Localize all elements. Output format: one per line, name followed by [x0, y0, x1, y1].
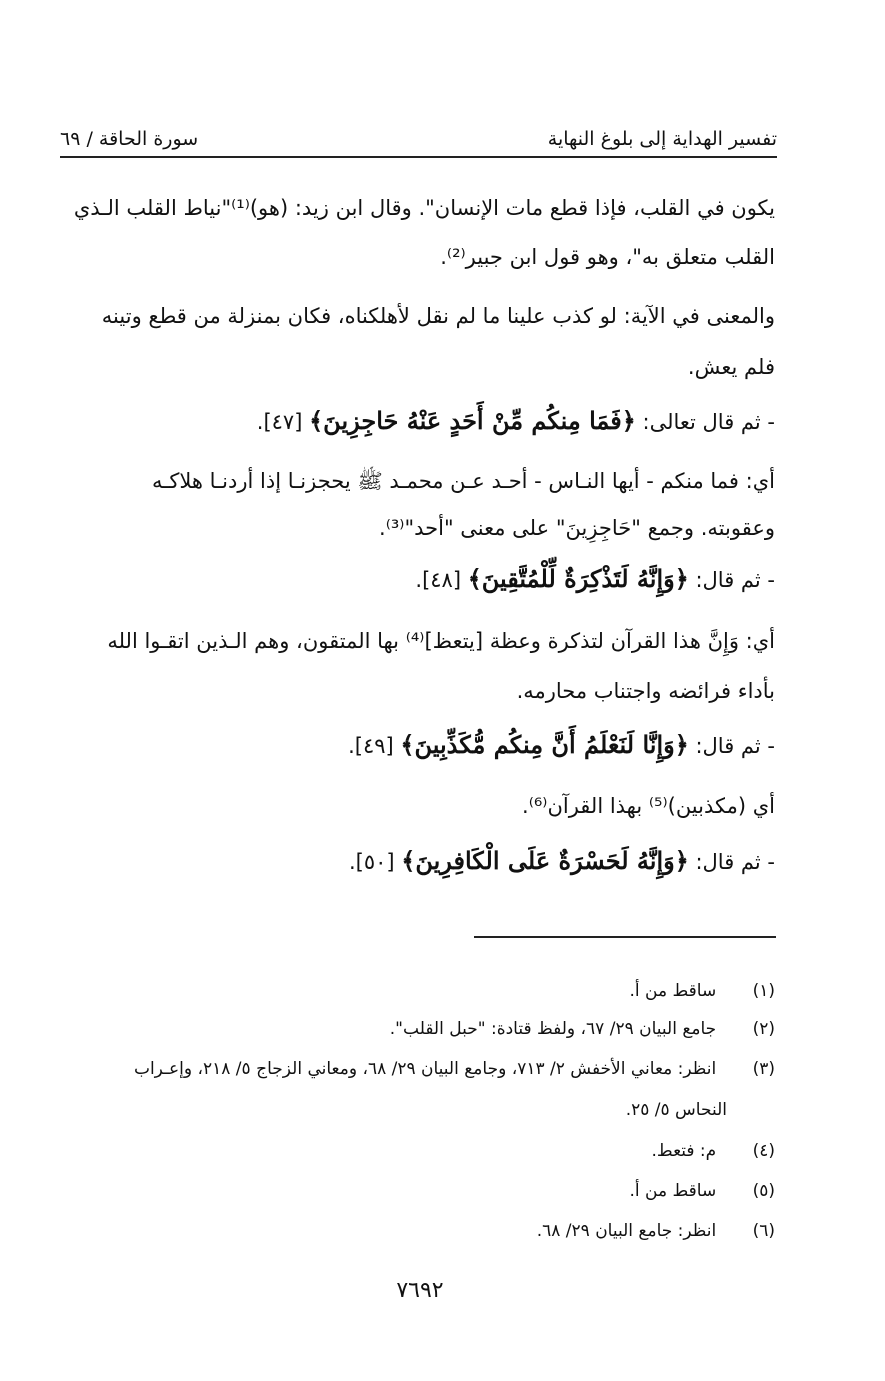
page-number: ٧٦٩٢ [396, 1278, 444, 1303]
verse-50-line [120, 845, 775, 878]
body-line-6: أي: فما منكم - أيها النـاس - أحـد عـن محمـد ﷺ يحجزنـا إذا أردنـا هلاكـه [151, 469, 775, 493]
body-line-10: بأداء فرائضه واجتناب محارمه. [516, 679, 775, 703]
book-title: تفسير الهداية إلى بلوغ النهاية [547, 128, 777, 150]
body-line-3: والمعنى في الآية: لو كذب علينا ما لم نقل لأهلكناه، فكان بمنزلة من قطع وتينه [101, 304, 775, 328]
footnote-5 [58, 1176, 775, 1206]
body-line-2: القلب متعلق به"، وهو قول ابن جبير⁽²⁾. [440, 245, 775, 269]
body-line-1: يكون في القلب، فإذا قطع مات الإنسان". وقال ابن زيد: (هو)⁽¹⁾"نياط القلب الـذي [73, 196, 775, 220]
footnote-divider [474, 936, 776, 938]
verse-number-50: [٥٠]. [348, 850, 395, 874]
verse-number-48: [٤٨]. [415, 568, 462, 592]
footnote-text: انظر: معاني الأخفش ٢/ ٧١٣، وجامع البيان ٢٩/ ٦٨، ومعاني الزجاج ٥/ ٢١٨، وإعـراب [133, 1059, 717, 1079]
footnote-1 [58, 976, 775, 1006]
footnote-number: (٢) [752, 1019, 775, 1039]
verse-intro: - ثم قال تعالى: [642, 410, 775, 434]
verse-intro: - ثم قال: [695, 734, 775, 758]
running-header [60, 118, 777, 150]
verse-number-47: [٤٧]. [256, 410, 303, 434]
quran-verse-48: ﴿وَإِنَّهُ لَتَذْكِرَةٌ لِّلْمُتَّقِينَ﴾ [467, 564, 689, 593]
verse-intro: - ثم قال: [695, 850, 775, 874]
verse-number-49: [٤٩]. [348, 734, 394, 758]
footnote-text: ساقط من أ. [629, 981, 717, 1001]
footnote-number: (٥) [752, 1181, 775, 1201]
footnote-number: (١) [752, 981, 775, 1001]
footnote-text: م: فتعط. [651, 1141, 717, 1161]
footnote-text: ساقط من أ. [629, 1181, 717, 1201]
quran-verse-47: ﴿فَمَا مِنكُم مِّنْ أَحَدٍ عَنْهُ حَاجِزِينَ﴾ [309, 406, 636, 435]
footnote-text: جامع البيان ٢٩/ ٦٧، ولفظ قتادة: "حبل القلب". [389, 1019, 717, 1039]
quran-verse-50: ﴿وَإِنَّهُ لَحَسْرَةٌ عَلَى الْكَافِرِينَ﴾ [401, 846, 689, 875]
body-line-4: فلم يعش. [687, 355, 775, 379]
body-line-12: أي (مكذبين)⁽⁵⁾ بهذا القرآن⁽⁶⁾. [522, 794, 775, 818]
footnote-4 [58, 1136, 775, 1166]
body-line-9: أي: وَإِنَّ هذا القرآن لتذكرة وعظة [يتعظ]⁽⁴⁾ بها المتقون، وهم الـذين اتقـوا الله [107, 629, 775, 653]
verse-49-line [120, 729, 775, 762]
footnote-6 [58, 1216, 775, 1246]
footnote-number: (٣) [752, 1059, 775, 1079]
footnote-number: (٤) [752, 1141, 775, 1161]
quran-verse-49: ﴿وَإِنَّا لَنَعْلَمُ أَنَّ مِنكُم مُّكَذِّبِينَ﴾ [400, 730, 689, 759]
verse-47-line [120, 405, 775, 438]
surah-reference: سورة الحاقة / ٦٩ [60, 128, 199, 150]
footnote-3-continuation: النحاس ٥/ ٢٥. [625, 1100, 727, 1120]
header-divider [60, 156, 777, 158]
footnote-3 [58, 1054, 775, 1084]
footnote-text: انظر: جامع البيان ٢٩/ ٦٨. [536, 1221, 717, 1241]
body-line-7: وعقوبته. وجمع "حَاجِزِينَ" على معنى "أحد"⁽³⁾. [379, 516, 775, 540]
footnote-2 [58, 1014, 775, 1044]
footnote-number: (٦) [752, 1221, 775, 1241]
verse-intro: - ثم قال: [695, 568, 775, 592]
verse-48-line [120, 563, 775, 596]
